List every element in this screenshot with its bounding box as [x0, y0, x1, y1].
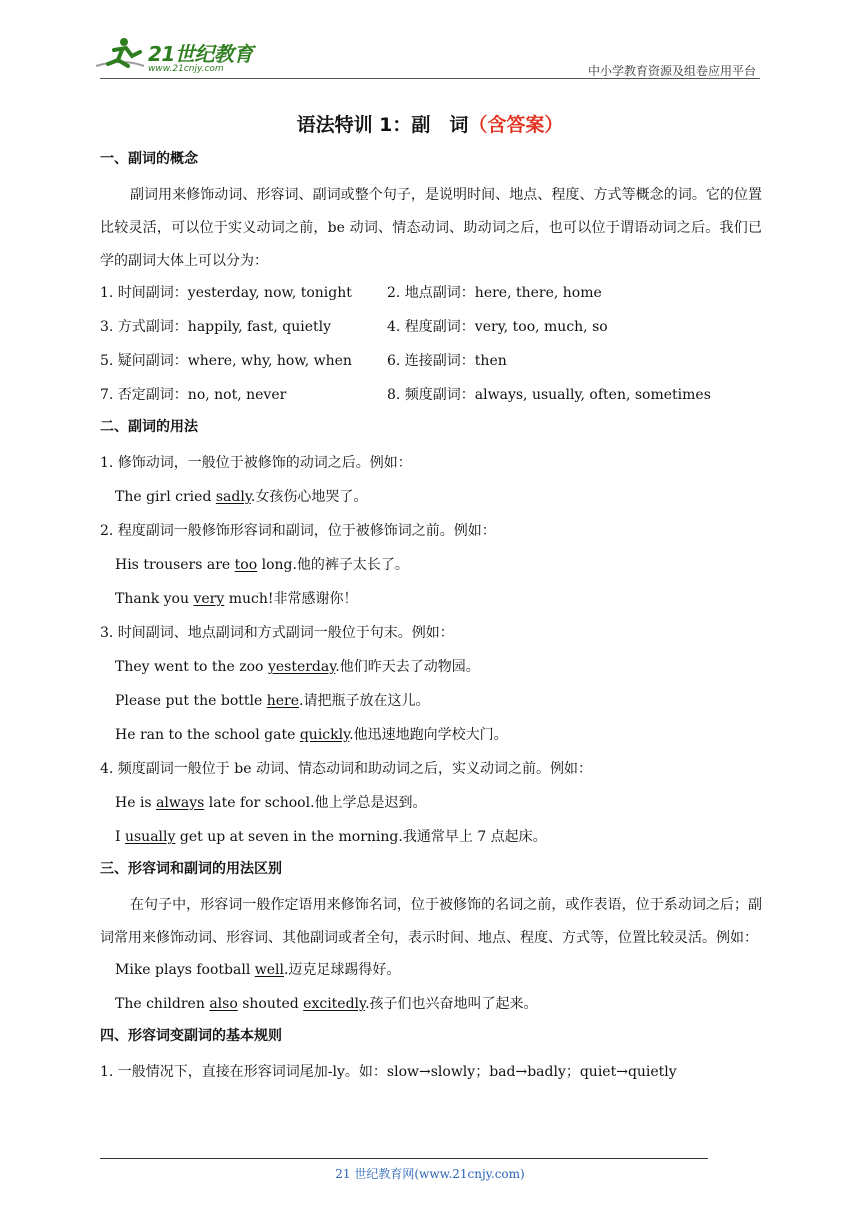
- rule-text: 1. 一般情况下，直接在形容词词尾加-ly。如：slow→slowly；bad→badly；quiet→quietly: [100, 1064, 677, 1080]
- example-sentence: They went to the zoo yesterday.他们昨天去了动物园。: [115, 659, 480, 675]
- example-sentence: His trousers are too long.他的裤子太长了。: [115, 557, 409, 573]
- concept-paragraph: 副词用来修饰动词、形容词、副词或整个句子，是说明时间、地点、程度、方式等概念的词。它的位置比较灵活，可以位于实义动词之前，be 动词、情态动词、助动词之后，也可以位于谓语动词之后。我们已学的副词大体上可以分为：: [100, 187, 762, 269]
- section-heading-difference: 三、形容词和副词的用法区别: [100, 861, 282, 877]
- title-main: 语法特训 1：副 词: [296, 114, 469, 136]
- title-suffix: （含答案）: [468, 114, 564, 136]
- rule-text: 1. 修饰动词，一般位于被修饰的动词之后。例如：: [100, 455, 412, 471]
- example-sentence: Thank you very much!非常感谢你！: [115, 591, 358, 607]
- list-item: 8. 频度副词：always, usually, often, sometimes: [387, 387, 711, 403]
- rule-text: 2. 程度副词一般修饰形容词和副词，位于被修饰词之前。例如：: [100, 523, 496, 539]
- example-sentence: He is always late for school.他上学总是迟到。: [115, 795, 427, 811]
- document-body: [100, 148, 762, 1093]
- example-sentence: Please put the bottle here.请把瓶子放在这儿。: [115, 693, 430, 709]
- example-sentence: The girl cried sadly.女孩伤心地哭了。: [115, 489, 368, 505]
- adverb-type-list: [100, 280, 762, 416]
- example-sentence: He ran to the school gate quickly.他迅速地跑向学校大门。: [115, 727, 508, 743]
- section-heading-concept: 一、副词的概念: [100, 151, 198, 167]
- header-divider: [100, 78, 760, 79]
- section-heading-rules: 四、形容词变副词的基本规则: [100, 1028, 282, 1044]
- list-item: 7. 否定副词：no, not, never: [100, 387, 287, 403]
- header-platform-name: 中小学教育资源及组卷应用平台: [587, 64, 756, 78]
- logo-text: 21世纪教育: [148, 42, 253, 66]
- logo-url: www.21cnjy.com: [148, 64, 224, 74]
- list-item: 6. 连接副词：then: [387, 353, 507, 369]
- footer-link[interactable]: 21 世纪教育网(www.21cnjy.com): [335, 1167, 525, 1181]
- list-item: 1. 时间副词：yesterday, now, tonight: [100, 285, 352, 301]
- list-item: 4. 程度副词：very, too, much, so: [387, 319, 608, 335]
- rule-text: 3. 时间副词、地点副词和方式副词一般位于句末。例如：: [100, 625, 454, 641]
- footer-divider: [100, 1158, 708, 1159]
- section-heading-usage: 二、副词的用法: [100, 419, 198, 435]
- example-sentence: I usually get up at seven in the morning.我通常早上 7 点起床。: [115, 829, 547, 845]
- rule-text: 4. 频度副词一般位于 be 动词、情态动词和助动词之后，实义动词之前。例如：: [100, 761, 592, 777]
- list-item: 3. 方式副词：happily, fast, quietly: [100, 319, 331, 335]
- list-item: 5. 疑问副词：where, why, how, when: [100, 353, 352, 369]
- page-title: [0, 110, 860, 137]
- list-item: 2. 地点副词：here, there, home: [387, 285, 602, 301]
- example-sentence: The children also shouted excitedly.孩子们也兴奋地叫了起来。: [115, 996, 538, 1012]
- example-sentence: Mike plays football well.迈克足球踢得好。: [115, 962, 401, 978]
- difference-paragraph: 在句子中，形容词一般作定语用来修饰名词，位于被修饰的名词之前，或作表语，位于系动词之后；副词常用来修饰动词、形容词、其他副词或者全句，表示时间、地点、程度、方式等，位置比较灵活。例如：: [100, 897, 762, 946]
